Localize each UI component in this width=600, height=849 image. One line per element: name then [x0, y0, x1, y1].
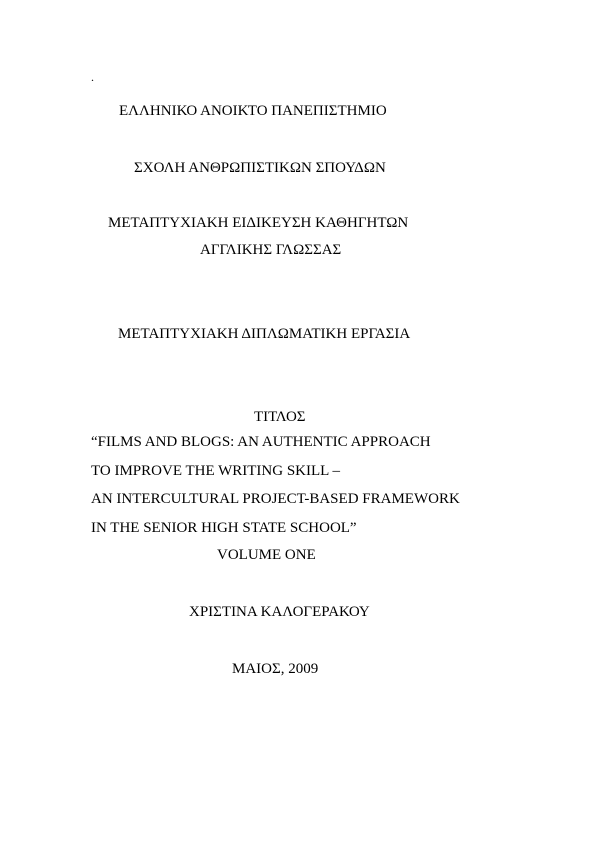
page-mark: .: [91, 70, 94, 84]
program-title-line-1: ΜΕΤΑΠΤΥΧΙΑΚΗ ΕΙΔΙΚΕΥΣΗ ΚΑΘΗΓΗΤΩΝ: [108, 215, 409, 231]
university-name: ΕΛΛΗΝΙΚΟ ΑΝΟΙΚΤΟ ΠΑΝΕΠΙΣΤΗΜΙΟ: [119, 103, 387, 119]
submission-date: ΜΑΙΟΣ, 2009: [232, 661, 319, 677]
thesis-title-line: AN INTERCULTURAL PROJECT-BASED FRAMEWORK: [91, 491, 460, 507]
thesis-title-line: TO IMPROVE THE WRITING SKILL –: [91, 463, 341, 479]
thesis-type: ΜΕΤΑΠΤΥΧΙΑΚΗ ΔΙΠΛΩΜΑΤΙΚΗ ΕΡΓΑΣΙΑ: [118, 326, 411, 342]
thesis-title-line: IN THE SENIOR HIGH STATE SCHOOL”: [91, 520, 357, 536]
program-title-line-2: ΑΓΓΛΙΚΗΣ ΓΛΩΣΣΑΣ: [200, 242, 342, 258]
school-name: ΣΧΟΛΗ ΑΝΘΡΩΠΙΣΤΙΚΩΝ ΣΠΟΥΔΩΝ: [134, 160, 386, 176]
author-name: ΧΡΙΣΤΙΝΑ ΚΑΛΟΓΕΡΑΚΟΥ: [189, 604, 370, 620]
title-label: ΤΙΤΛΟΣ: [254, 409, 306, 425]
volume-label: VOLUME ONE: [217, 547, 316, 563]
thesis-title-line: “FILMS AND BLOGS: AN AUTHENTIC APPROACH: [91, 434, 431, 450]
